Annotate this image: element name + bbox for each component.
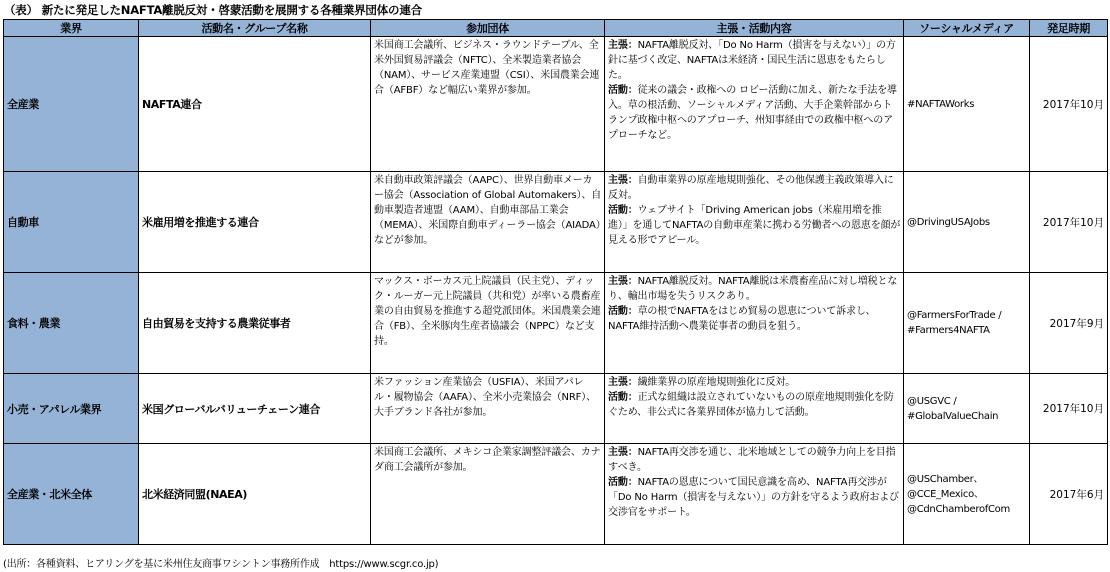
activity-label: 活動： — [608, 306, 638, 317]
activity-label: 活動： — [608, 85, 638, 96]
activity-label: 活動： — [608, 205, 638, 216]
industry-cell: 全産業 — [4, 37, 139, 172]
coalitions-table — [3, 19, 1108, 545]
sns-handle: @CCE_Mexico、 — [907, 488, 984, 500]
sns-cell — [904, 273, 1030, 374]
claim-body: NAFTA再交渉を通じ、北米地域としての競争力向上を目指すべき。 — [608, 447, 896, 473]
header-date: 発足時期 — [1030, 20, 1108, 37]
date-cell: 2017年10月 — [1030, 37, 1108, 172]
table-row — [4, 444, 1108, 545]
sns-cell — [904, 172, 1030, 273]
claim-label: 主張： — [608, 447, 638, 458]
claim-label: 主張： — [608, 40, 638, 51]
group-name-cell: 米雇用増を推進する連合 — [139, 172, 371, 273]
activity-text — [608, 475, 901, 520]
claim-label: 主張： — [608, 175, 638, 186]
sns-handle: @CdnChamberofCom — [907, 503, 1010, 515]
group-name-cell: 自由貿易を支持する農業従事者 — [139, 273, 371, 374]
activity-label: 活動： — [608, 477, 638, 488]
header-sns: ソーシャルメディア — [904, 20, 1030, 37]
activity-body: NAFTAの恩恵について国民意識を高め、NAFTA再交渉が「Do No Harm（損害を与えない）」の方針を守るよう政府および交渉官をサポート。 — [608, 477, 899, 518]
sns-hashtag: #GlobalValueChain — [907, 410, 999, 422]
header-content: 主張・活動内容 — [605, 20, 904, 37]
sns-handle: @USGVC / — [907, 395, 957, 407]
orgs-cell: 米国商工会議所、メキシコ企業家調整評議会、カナダ商工会議所が参加。 — [371, 444, 605, 545]
date-cell: 2017年10月 — [1030, 172, 1108, 273]
sns-handle: @DrivingUSAJobs — [907, 216, 990, 228]
activity-body: 草の根でNAFTAをはじめ貿易の恩恵について訴求し、NAFTA維持活動へ農業従事者の動員を狙う。 — [608, 306, 876, 332]
header-row — [4, 20, 1108, 37]
activity-text — [608, 304, 901, 334]
claim-text — [608, 38, 901, 83]
industry-cell: 自動車 — [4, 172, 139, 273]
claim-text — [608, 375, 901, 390]
group-name-cell: 北米経済同盟(NAEA) — [139, 444, 371, 545]
orgs-cell: 米自動車政策評議会（AAPC）、世界自動車メーカー協会（Association of Global Automakers）、自動車製造者連盟（AAM）、自動車部品工業会（MEMA）、米国際自動車ディーラー協会（AIADA）などが参加。 — [371, 172, 605, 273]
claim-body: NAFTA離脱反対、「Do No Harm（損害を与えない）」の方針に基づく改定、NAFTAは米経済・国民生活に恩恵をもたらした。 — [608, 40, 896, 81]
date-cell: 2017年9月 — [1030, 273, 1108, 374]
claim-body: 自動車業界の原産地規則強化、その他保護主義政策導入に反対。 — [608, 175, 894, 201]
sns-handle: @USChamber、 — [907, 473, 984, 485]
claim-text — [608, 445, 901, 475]
claim-text — [608, 274, 901, 304]
date-cell: 2017年10月 — [1030, 374, 1108, 444]
content-cell — [605, 172, 904, 273]
content-cell — [605, 374, 904, 444]
header-group: 活動名・グループ名称 — [139, 20, 371, 37]
claim-label: 主張： — [608, 276, 638, 287]
orgs-cell: 米ファッション産業協会（USFIA）、米国アパレル・履物協会（AAFA）、全米小売業協会（NRF）、大手ブランド各社が参加。 — [371, 374, 605, 444]
sns-cell — [904, 37, 1030, 172]
header-orgs: 参加団体 — [371, 20, 605, 37]
industry-cell: 全産業・北米全体 — [4, 444, 139, 545]
activity-body: 正式な組織は設立されていないものの原産地規則強化を防ぐため、非公式に各業界団体が協力して活動。 — [608, 392, 894, 418]
industry-cell: 食料・農業 — [4, 273, 139, 374]
group-name-cell: 米国グローバルバリューチェーン連合 — [139, 374, 371, 444]
content-cell — [605, 37, 904, 172]
activity-label: 活動： — [608, 392, 638, 403]
activity-body: ウェブサイト「Driving American jobs（米雇用増を推進）」を通してNAFTAの自動車産業に携わる労働者への恩恵を顔が見える形でアピール。 — [608, 205, 901, 246]
header-industry: 業界 — [4, 20, 139, 37]
industry-cell: 小売・アパレル業界 — [4, 374, 139, 444]
table-row — [4, 37, 1108, 172]
table-title: （表） 新たに発足したNAFTA離脱反対・啓蒙活動を展開する各種業界団体の連合 — [4, 3, 422, 17]
claim-label: 主張： — [608, 377, 638, 388]
source-note: (出所：各種資料、ヒアリングを基に米州住友商事ワシントン事務所作成 https://www.scgr.co.jp) — [3, 559, 439, 570]
sns-hashtag: #Farmers4NAFTA — [907, 325, 990, 336]
sns-cell — [904, 444, 1030, 545]
group-name-cell: NAFTA連合 — [139, 37, 371, 172]
sns-handle: @FarmersForTrade / — [907, 310, 1002, 321]
table-row — [4, 273, 1108, 374]
sns-handle: #NAFTAWorks — [907, 98, 975, 110]
activity-text — [608, 390, 901, 420]
activity-text — [608, 83, 901, 143]
orgs-cell: 米国商工会議所、ビジネス・ラウンドテーブル、全米外国貿易評議会（NFTC）、全米製造業者協会（NAM）、サービス産業連盟（CSI）、米国農業会連合（AFBF）など幅広い業界が参加。 — [371, 37, 605, 172]
activity-text — [608, 203, 901, 248]
table-row — [4, 172, 1108, 273]
claim-body: NAFTA離脱反対。NAFTA離脱は米農畜産品に対し増税となり、輸出市場を失うリスクあり。 — [608, 276, 898, 302]
table-row — [4, 374, 1108, 444]
content-cell — [605, 273, 904, 374]
date-cell: 2017年6月 — [1030, 444, 1108, 545]
content-cell — [605, 444, 904, 545]
claim-body: 繊維業界の原産地規則強化に反対。 — [637, 377, 796, 388]
orgs-cell: マックス・ボーカス元上院議員（民主党）、ディック・ルーガー元上院議員（共和党）が率いる農畜産業の自由貿易を推進する超党派団体。米国農業会連合（FB）、全米豚肉生産者協議会（NPPC）など支持。 — [371, 273, 605, 374]
sns-cell — [904, 374, 1030, 444]
activity-body: 従来の議会・政権への ロビー活動に加え、新たな手法を導入。草の根活動、ソーシャルメディア活動、大手企業幹部からトランプ政権中枢へのアプローチ、州知事経由での政権中枢へのアプローチなど。 — [608, 85, 897, 141]
claim-text — [608, 173, 901, 203]
